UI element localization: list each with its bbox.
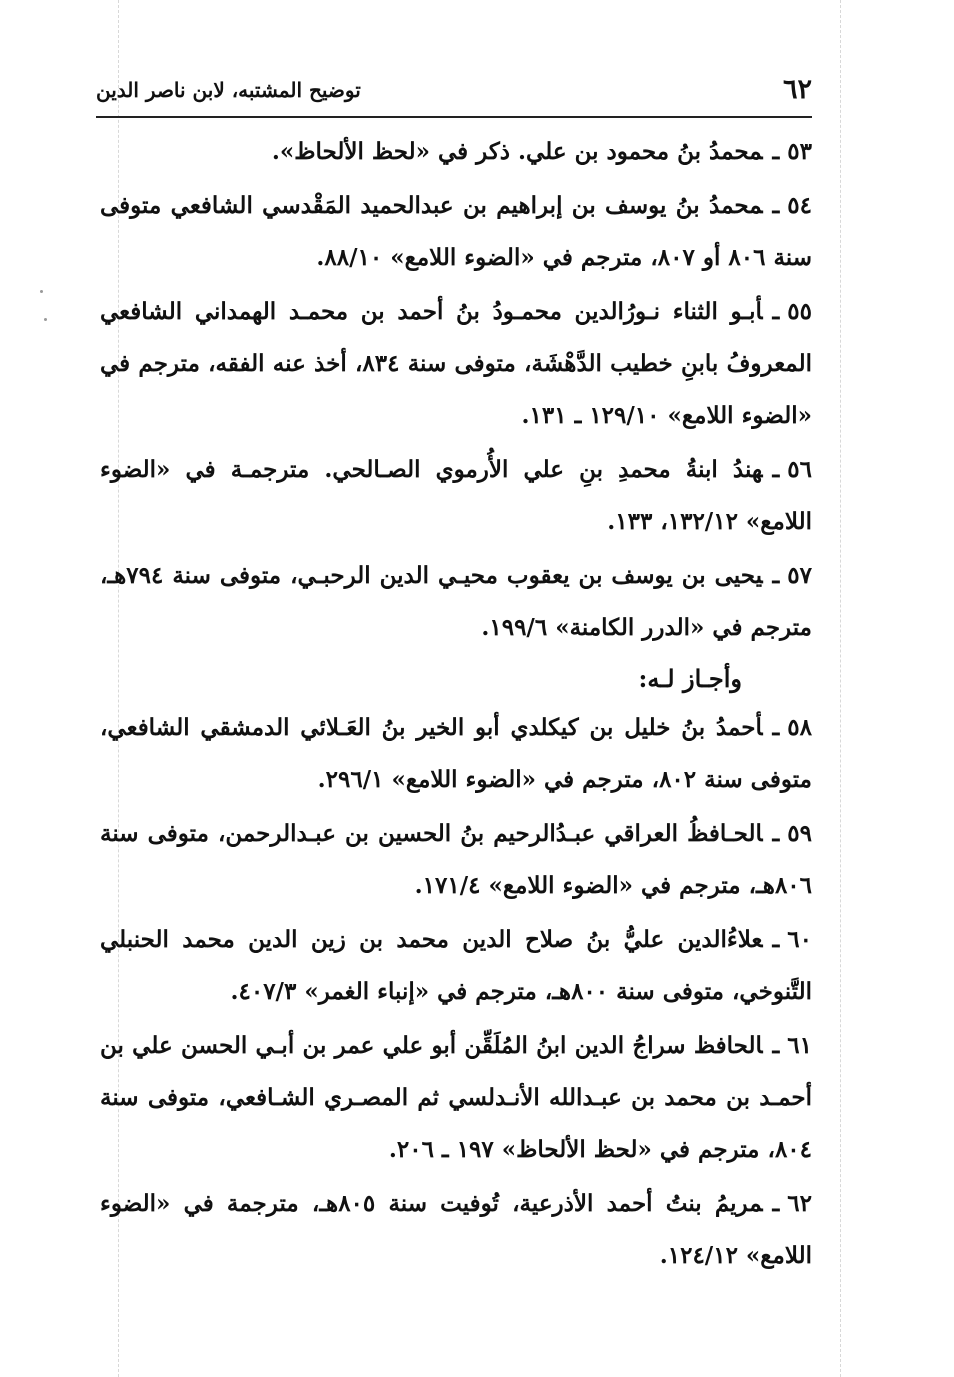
entry-paragraph (100, 1020, 812, 1176)
entry-number: ٦١ (787, 1032, 812, 1059)
entry-56 (100, 444, 812, 548)
entry-number: ٥٦ (787, 456, 812, 483)
entry-text: أحمدُ بنُ خليل بن كيكلدي أبو الخير بنُ العَـلائي الدمشقي الشافعي، متوفى سنة ٨٠٢، مترجم في «الضوء اللامع» ٢٩٦/١. (100, 714, 812, 793)
entry-paragraph (100, 914, 812, 1018)
entry-paragraph (100, 180, 812, 284)
entry-text: الحـافظُ العراقي عبـدُالرحيم بنُ الحسين بن عبـدالرحمن، متوفى سنة ٨٠٦هـ، مترجم في «الضوء اللامع» ١٧١/٤. (100, 820, 812, 899)
running-title: توضيح المشتبه، لابن ناصر الدين (96, 78, 361, 102)
entry-54 (100, 180, 812, 284)
entry-61 (100, 1020, 812, 1176)
entry-paragraph (100, 126, 812, 178)
entry-dash: ـ (772, 298, 780, 325)
entry-62 (100, 1178, 812, 1282)
entry-text: مريمُ بنتُ أحمد الأذرعية، تُوفيت سنة ٨٠٥هـ، مترجمة في «الضوء اللامع» ١٢٤/١٢. (100, 1190, 812, 1269)
entry-number: ٦٢ (787, 1190, 812, 1217)
entry-number: ٥٩ (787, 820, 812, 847)
entry-number: ٥٤ (787, 192, 812, 219)
entry-number: ٥٧ (787, 562, 812, 589)
entry-53 (100, 126, 812, 178)
entry-dash: ـ (772, 1190, 780, 1217)
scan-speck (40, 290, 43, 293)
entry-paragraph (100, 286, 812, 442)
entry-55 (100, 286, 812, 442)
entry-number: ٦٠ (787, 926, 812, 953)
entry-paragraph (100, 1178, 812, 1282)
entry-text: الحافظ سراجُ الدين ابنُ المُلَقِّن أبو علي عمر بن أبـي الحسن علي بن أحمـد بن محمد بن عبـدالله الأنـدلسي ثم المصـري الشـافعي، متوفى سنة ٨٠٤، مترجم في «لحظ الألحاظ» ١٩٧ ـ ٢٠٦. (100, 1032, 812, 1163)
entry-paragraph (100, 702, 812, 806)
entry-text: أبـو الثناء نـورُالدين محمـودُ بنُ أحمد بن محمـد الهمداني الشافعي المعروفُ بابنِ خطيب الدَّهْشَة، متوفى سنة ٨٣٤، أخذ عنه الفقه، مترجم في «الضوء اللامع» ١٢٩/١٠ ـ ١٣١. (100, 298, 813, 429)
entry-paragraph (100, 808, 812, 912)
entry-dash: ـ (772, 714, 780, 741)
page-number: ٦٢ (782, 74, 812, 105)
entry-59 (100, 808, 812, 912)
entry-dash: ـ (772, 192, 780, 219)
entries-list (100, 126, 812, 1284)
entry-dash: ـ (772, 562, 780, 589)
entry-text: محمدُ بنُ محمود بن علي. ذكر في «لحظ الألحاظ». (271, 138, 763, 165)
entry-text: محمدُ بنُ يوسف بن إبراهيم بن عبدالحميد المَقْدسي الشافعي متوفى سنة ٨٠٦ أو ٨٠٧، مترجم في «الضوء اللامع» ٨٨/١٠. (100, 192, 812, 271)
entry-text: هندُ ابنةُ محمدِ بنِ علي الأُرموي الصـالحي. مترجمـة في «الضوء اللامع» ١٣٢/١٢، ١٣٣. (100, 456, 812, 535)
entry-dash: ـ (772, 926, 780, 953)
page-header (96, 72, 812, 112)
entry-dash: ـ (772, 1032, 780, 1059)
entry-dash: ـ (772, 138, 780, 165)
entry-number: ٥٨ (787, 714, 812, 741)
entry-paragraph (100, 444, 812, 548)
entry-number: ٥٣ (787, 138, 812, 165)
entry-dash: ـ (772, 456, 780, 483)
section-heading: وأجـاز لـه: (638, 664, 742, 693)
entry-text: علاءُالدين عليُّ بنُ صلاح الدين محمد بن زين الدين محمد الحنبلي التَّنوخي، متوفى سنة ٨٠٠هـ، مترجم في «إنباء الغمر» ٤٠٧/٣. (100, 926, 812, 1005)
scan-speck (44, 318, 47, 321)
entry-paragraph (100, 550, 812, 654)
scan-fold-line-right (840, 0, 841, 1377)
entry-dash: ـ (772, 820, 780, 847)
header-rule (96, 116, 812, 118)
entry-60 (100, 914, 812, 1018)
entry-57 (100, 550, 812, 654)
entry-text: يحيى بن يوسف بن يعقوب محيـي الدين الرحبـي، متوفى سنة ٧٩٤هـ، مترجم في «الدرر الكامنة» ١٩٩/٦. (100, 562, 812, 641)
entry-58 (100, 702, 812, 806)
entry-number: ٥٥ (787, 298, 812, 325)
